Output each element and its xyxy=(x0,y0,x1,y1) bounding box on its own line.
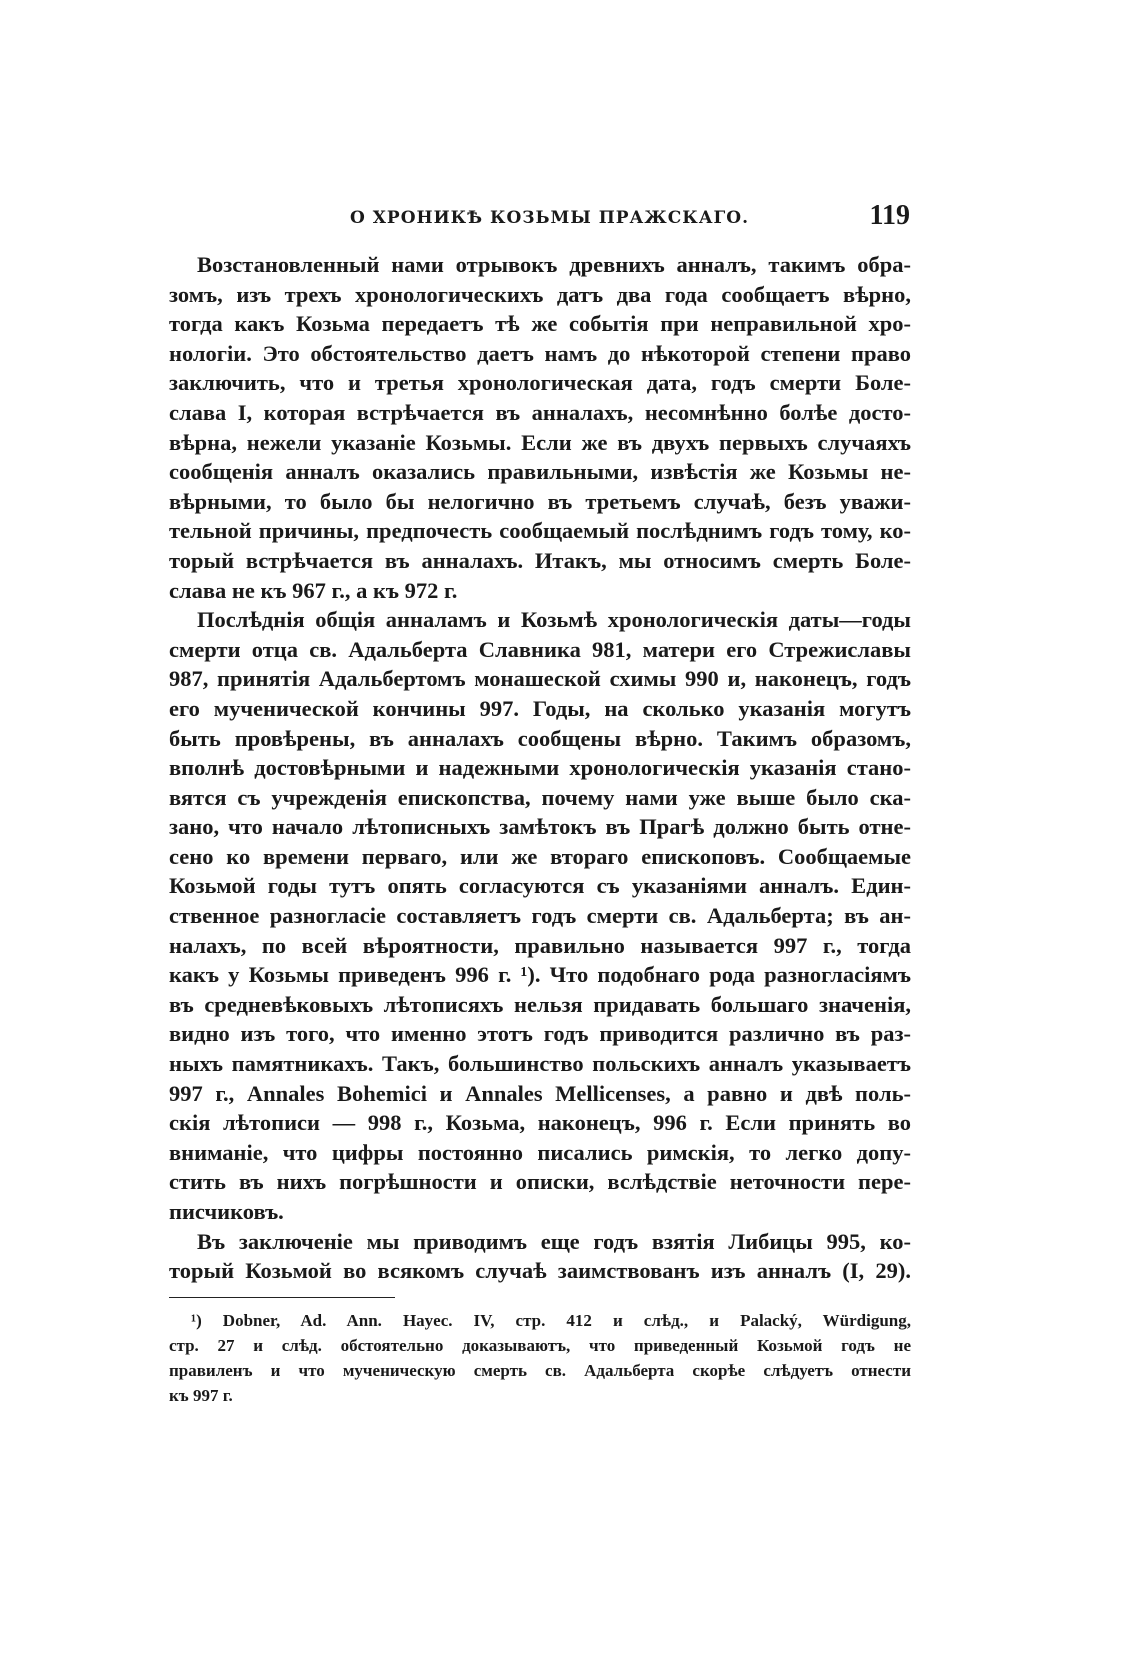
text-line: слава не къ 967 г., а къ 972 г. xyxy=(169,577,458,603)
text-line: Козьмой годы тутъ опять согласуются съ указаніями анналъ. Един- xyxy=(169,873,911,899)
text-line: торый встрѣчается въ анналахъ. Итакъ, мы относимъ смерть Боле- xyxy=(169,547,911,573)
page-number: 119 xyxy=(869,200,910,231)
footnote-divider xyxy=(169,1297,395,1298)
text-line: вятся съ учрежденія епископства, почему нами уже выше было ска- xyxy=(169,784,911,810)
text-line: сено ко времени перваго, или же втораго епископовъ. Сообщаемые xyxy=(169,843,911,869)
footnote-line: къ 997 г. xyxy=(169,1386,233,1405)
footnotes xyxy=(169,1308,911,1408)
text-line: вѣрна, нежели указаніе Козьмы. Если же въ двухъ первыхъ случаяхъ xyxy=(169,429,911,455)
text-line: быть провѣрены, въ анналахъ сообщены вѣрно. Такимъ образомъ, xyxy=(169,725,911,751)
text-line: Послѣднія общія анналамъ и Козьмѣ хронологическія даты—годы xyxy=(197,607,911,633)
text-line: заключить, что и третья хронологическая дата, годъ смерти Боле- xyxy=(169,370,911,396)
text-line: вполнѣ достовѣрными и надежными хронологическія указанія стано- xyxy=(169,755,911,781)
text-line: его мученической кончины 997. Годы, на сколько указанія могутъ xyxy=(169,695,911,721)
text-line: тельной причины, предпочесть сообщаемый послѣднимъ годъ тому, ко- xyxy=(169,518,911,544)
text-line: писчиковъ. xyxy=(169,1199,284,1224)
text-line: въ средневѣковыхъ лѣтописяхъ нельзя придавать большаго значенія, xyxy=(169,991,911,1017)
text-line: тогда какъ Козьма передаетъ тѣ же событія при неправильной хро- xyxy=(169,311,911,337)
running-title: О ХРОНИКѢ КОЗЬМЫ ПРАЖСКАГО. xyxy=(350,208,749,228)
page-header xyxy=(170,202,910,238)
text-line: зомъ, изъ трехъ хронологическихъ датъ два года сообщаетъ вѣрно, xyxy=(169,281,911,307)
text-line: зано, что начало лѣтописныхъ замѣтокъ въ Прагѣ должно быть отне- xyxy=(169,814,911,840)
text-line: какъ у Козьмы приведенъ 996 г. ¹). Что подобнаго рода разногласіямъ xyxy=(169,962,911,988)
text-line: налахъ, по всей вѣроятности, правильно называется 997 г., тогда xyxy=(169,932,911,958)
text-line: 997 г., Annales Bohemici и Annales Mellicenses, а равно и двѣ поль- xyxy=(169,1080,911,1106)
footnote-line: ¹) Dobner, Ad. Ann. Hayec. IV, стр. 412 и слѣд., и Palacký, Würdigung, xyxy=(191,1311,911,1330)
text-line: ственное разногласіе составляетъ годъ смерти св. Адальберта; въ ан- xyxy=(169,903,911,929)
text-line: слава I, которая встрѣчается въ анналахъ, несомнѣнно болѣе досто- xyxy=(169,399,911,425)
text-line: видно изъ того, что именно этотъ годъ приводится различно въ раз- xyxy=(169,1021,911,1047)
text-line: смерти отца св. Адальберта Славника 981, матери его Стрежиславы xyxy=(169,636,911,662)
text-line: скія лѣтописи — 998 г., Козьма, наконецъ, 996 г. Если принять во xyxy=(169,1110,911,1136)
main-text xyxy=(169,250,911,1286)
text-line: 987, принятія Адальбертомъ монашеской схимы 990 и, наконецъ, годъ xyxy=(169,666,911,692)
text-line: нологіи. Это обстоятельство даетъ намъ до нѣкоторой степени право xyxy=(169,340,911,366)
text-line: ныхъ памятникахъ. Такъ, большинство польскихъ анналъ указываетъ xyxy=(169,1051,911,1077)
text-line: вниманіе, что цифры постоянно писались римскія, то легко допу- xyxy=(169,1139,911,1165)
footnote-line: стр. 27 и слѣд. обстоятельно доказываютъ, что приведенный Козьмой годъ не xyxy=(169,1336,911,1355)
text-line: вѣрными, то было бы нелогично въ третьемъ случаѣ, безъ уважи- xyxy=(169,488,911,514)
text-line: Возстановленный нами отрывокъ древнихъ анналъ, такимъ обра- xyxy=(197,252,911,277)
text-line: Въ заключеніе мы приводимъ еще годъ взятія Либицы 995, ко- xyxy=(197,1228,911,1254)
text-line: стить въ нихъ погрѣшности и описки, вслѣдствіе неточности пере- xyxy=(169,1169,911,1195)
footnote-line: правиленъ и что мученическую смерть св. Адальберта скорѣе слѣдуетъ отнести xyxy=(169,1361,911,1380)
text-line: сообщенія анналъ оказались правильными, извѣстія же Козьмы не- xyxy=(169,459,911,485)
text-line: торый Козьмой во всякомъ случаѣ заимствованъ изъ анналъ (I, 29). xyxy=(169,1258,911,1284)
